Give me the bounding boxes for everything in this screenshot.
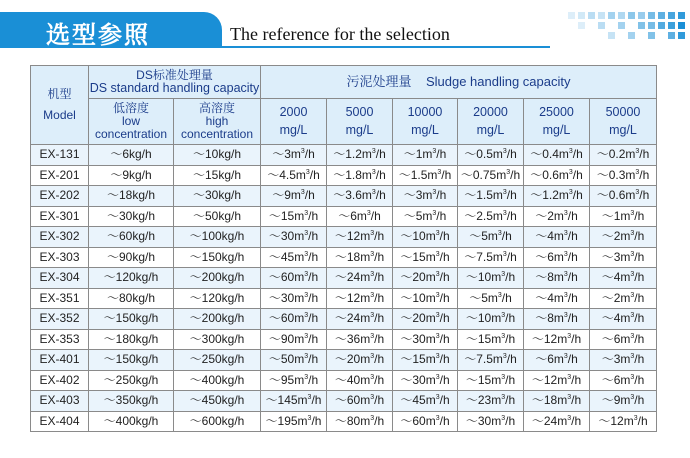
- table-row: [31, 145, 657, 166]
- ds-low-cell: ～150kg/h: [89, 309, 174, 330]
- sludge-capacity-cell: $\sim 45m^3/h$: [261, 247, 327, 268]
- sludge-capacity-cell: $\sim 3m^3/h$: [590, 350, 657, 371]
- ds-low-cell: ～6kg/h: [89, 145, 174, 166]
- sludge-capacity-cell: $\sim 12m^3/h$: [524, 329, 590, 350]
- ds-high-cell: ～50kg/h: [174, 206, 261, 227]
- concentration-header: 20000 mg/L: [458, 99, 524, 145]
- sludge-capacity-cell: $\sim 15m^3/h$: [393, 350, 458, 371]
- table-row: [31, 411, 657, 432]
- ds-high-cell: ～30kg/h: [174, 186, 261, 207]
- sludge-capacity-cell: $\sim 3m^3/h$: [393, 186, 458, 207]
- sludge-capacity-cell: $\sim 5m^3/h$: [458, 227, 524, 248]
- ds-high-cell: ～300kg/h: [174, 329, 261, 350]
- sludge-capacity-cell: $\sim 80m^3/h$: [327, 411, 393, 432]
- table-row: [31, 186, 657, 207]
- table-row: [31, 370, 657, 391]
- ds-high-cell: ～200kg/h: [174, 309, 261, 330]
- ds-low-cell: ～350kg/h: [89, 391, 174, 412]
- sludge-capacity-cell: $\sim 1.8m^3/h$: [327, 165, 393, 186]
- sludge-capacity-cell: $\sim 195m^3/h$: [261, 411, 327, 432]
- sludge-capacity-cell: $\sim 15m^3/h$: [458, 370, 524, 391]
- sludge-capacity-cell: $\sim 12m^3/h$: [524, 370, 590, 391]
- ds-low-cell: ～90kg/h: [89, 247, 174, 268]
- sludge-capacity-cell: $\sim 0.3m^3/h$: [590, 165, 657, 186]
- table-row: [31, 391, 657, 412]
- sludge-capacity-cell: $\sim 10m^3/h$: [458, 309, 524, 330]
- sludge-capacity-cell: $\sim 15m^3/h$: [261, 206, 327, 227]
- sludge-capacity-cell: $\sim 30m^3/h$: [261, 227, 327, 248]
- model-cell: EX-302: [31, 227, 89, 248]
- sludge-capacity-cell: $\sim 3m^3/h$: [261, 145, 327, 166]
- ds-high-cell: ～120kg/h: [174, 288, 261, 309]
- sludge-capacity-cell: $\sim 50m^3/h$: [261, 350, 327, 371]
- sludge-capacity-cell: $\sim 10m^3/h$: [458, 268, 524, 289]
- ds-low-cell: ～9kg/h: [89, 165, 174, 186]
- sludge-capacity-cell: $\sim 15m^3/h$: [393, 247, 458, 268]
- sludge-capacity-cell: $\sim 4m^3/h$: [524, 288, 590, 309]
- table-row: [31, 350, 657, 371]
- ds-high-cell: ～150kg/h: [174, 247, 261, 268]
- title-underline: [220, 46, 550, 48]
- model-cell: EX-353: [31, 329, 89, 350]
- sludge-capacity-header: 污泥处理量 Sludge handling capacity: [261, 66, 657, 99]
- concentration-header: 25000 mg/L: [524, 99, 590, 145]
- sludge-capacity-cell: $\sim 0.6m^3/h$: [524, 165, 590, 186]
- model-header: 机型 Model: [31, 66, 89, 145]
- sludge-capacity-cell: $\sim 60m^3/h$: [327, 391, 393, 412]
- ds-high-cell: ～200kg/h: [174, 268, 261, 289]
- sludge-capacity-cell: $\sim 6m^3/h$: [327, 206, 393, 227]
- ds-low-cell: ～30kg/h: [89, 206, 174, 227]
- ds-high-cell: ～600kg/h: [174, 411, 261, 432]
- sludge-capacity-cell: $\sim 2m^3/h$: [524, 206, 590, 227]
- sludge-capacity-cell: $\sim 5m^3/h$: [458, 288, 524, 309]
- ds-low-cell: ～250kg/h: [89, 370, 174, 391]
- model-cell: EX-304: [31, 268, 89, 289]
- table-row: [31, 268, 657, 289]
- sludge-capacity-cell: $\sim 145m^3/h$: [261, 391, 327, 412]
- sludge-capacity-cell: $\sim 1m^3/h$: [590, 206, 657, 227]
- ds-low-cell: ～18kg/h: [89, 186, 174, 207]
- sludge-capacity-cell: $\sim 24m^3/h$: [327, 268, 393, 289]
- sludge-capacity-cell: $\sim 0.6m^3/h$: [590, 186, 657, 207]
- sludge-capacity-cell: $\sim 1.2m^3/h$: [524, 186, 590, 207]
- sludge-capacity-cell: $\sim 30m^3/h$: [458, 411, 524, 432]
- ds-low-cell: ～180kg/h: [89, 329, 174, 350]
- model-cell: EX-351: [31, 288, 89, 309]
- page-subtitle-en: The reference for the selection: [230, 24, 450, 44]
- sludge-capacity-cell: $\sim 12m^3/h$: [590, 411, 657, 432]
- decorative-dots: [566, 10, 686, 46]
- table-row: [31, 206, 657, 227]
- sludge-capacity-cell: $\sim 6m^3/h$: [590, 370, 657, 391]
- sludge-capacity-cell: $\sim 60m^3/h$: [261, 309, 327, 330]
- sludge-capacity-cell: $\sim 10m^3/h$: [393, 227, 458, 248]
- concentration-header: 2000 mg/L: [261, 99, 327, 145]
- model-cell: EX-352: [31, 309, 89, 330]
- ds-low-cell: ～120kg/h: [89, 268, 174, 289]
- model-cell: EX-202: [31, 186, 89, 207]
- ds-high-cell: ～15kg/h: [174, 165, 261, 186]
- sludge-capacity-cell: $\sim 20m^3/h$: [393, 268, 458, 289]
- concentration-header: 5000 mg/L: [327, 99, 393, 145]
- sludge-capacity-cell: $\sim 3m^3/h$: [590, 247, 657, 268]
- ds-low-header: 低溶度 low concentration: [89, 99, 174, 145]
- sludge-capacity-cell: $\sim 9m^3/h$: [590, 391, 657, 412]
- sludge-capacity-cell: $\sim 7.5m^3/h$: [458, 247, 524, 268]
- sludge-capacity-cell: $\sim 30m^3/h$: [261, 288, 327, 309]
- selection-table: [30, 65, 657, 432]
- sludge-capacity-cell: $\sim 20m^3/h$: [393, 309, 458, 330]
- sludge-capacity-cell: $\sim 24m^3/h$: [327, 309, 393, 330]
- sludge-capacity-cell: $\sim 1.5m^3/h$: [393, 165, 458, 186]
- sludge-capacity-cell: $\sim 30m^3/h$: [393, 329, 458, 350]
- sludge-capacity-cell: $\sim 1.5m^3/h$: [458, 186, 524, 207]
- sludge-capacity-cell: $\sim 4.5m^3/h$: [261, 165, 327, 186]
- model-cell: EX-401: [31, 350, 89, 371]
- sludge-capacity-cell: $\sim 18m^3/h$: [524, 391, 590, 412]
- sludge-capacity-cell: $\sim 4m^3/h$: [524, 227, 590, 248]
- sludge-capacity-cell: $\sim 2.5m^3/h$: [458, 206, 524, 227]
- ds-high-cell: ～10kg/h: [174, 145, 261, 166]
- sludge-capacity-cell: $\sim 8m^3/h$: [524, 309, 590, 330]
- concentration-header: 10000 mg/L: [393, 99, 458, 145]
- sludge-capacity-cell: $\sim 24m^3/h$: [524, 411, 590, 432]
- sludge-capacity-cell: $\sim 15m^3/h$: [458, 329, 524, 350]
- sludge-capacity-cell: $\sim 5m^3/h$: [393, 206, 458, 227]
- sludge-capacity-cell: $\sim 0.4m^3/h$: [524, 145, 590, 166]
- ds-high-header: 高溶度 high concentration: [174, 99, 261, 145]
- model-cell: EX-131: [31, 145, 89, 166]
- sludge-capacity-cell: $\sim 23m^3/h$: [458, 391, 524, 412]
- sludge-capacity-cell: $\sim 60m^3/h$: [261, 268, 327, 289]
- ds-high-cell: ～450kg/h: [174, 391, 261, 412]
- sludge-capacity-cell: $\sim 10m^3/h$: [393, 288, 458, 309]
- table-row: [31, 247, 657, 268]
- concentration-header: 50000 mg/L: [590, 99, 657, 145]
- sludge-capacity-cell: $\sim 1m^3/h$: [393, 145, 458, 166]
- table-row: [31, 329, 657, 350]
- ds-capacity-header: DS标准处理量 DS standard handling capacity: [89, 66, 261, 99]
- sludge-capacity-cell: $\sim 95m^3/h$: [261, 370, 327, 391]
- ds-high-cell: ～100kg/h: [174, 227, 261, 248]
- model-cell: EX-403: [31, 391, 89, 412]
- sludge-capacity-cell: $\sim 0.2m^3/h$: [590, 145, 657, 166]
- ds-low-cell: ～80kg/h: [89, 288, 174, 309]
- sludge-capacity-cell: $\sim 1.2m^3/h$: [327, 145, 393, 166]
- sludge-capacity-cell: $\sim 0.75m^3/h$: [458, 165, 524, 186]
- model-cell: EX-402: [31, 370, 89, 391]
- sludge-capacity-cell: $\sim 3.6m^3/h$: [327, 186, 393, 207]
- sludge-capacity-cell: $\sim 60m^3/h$: [393, 411, 458, 432]
- sludge-capacity-cell: $\sim 8m^3/h$: [524, 268, 590, 289]
- sludge-capacity-cell: $\sim 6m^3/h$: [590, 329, 657, 350]
- sludge-capacity-cell: $\sim 0.5m^3/h$: [458, 145, 524, 166]
- model-cell: EX-301: [31, 206, 89, 227]
- ds-low-cell: ～400kg/h: [89, 411, 174, 432]
- ds-high-cell: ～400kg/h: [174, 370, 261, 391]
- sludge-capacity-cell: $\sim 12m^3/h$: [327, 288, 393, 309]
- model-cell: EX-404: [31, 411, 89, 432]
- sludge-capacity-cell: $\sim 30m^3/h$: [393, 370, 458, 391]
- table-row: [31, 165, 657, 186]
- sludge-capacity-cell: $\sim 6m^3/h$: [524, 350, 590, 371]
- page-title-cn: 选型参照: [46, 21, 150, 49]
- sludge-capacity-cell: $\sim 4m^3/h$: [590, 309, 657, 330]
- sludge-capacity-cell: $\sim 12m^3/h$: [327, 227, 393, 248]
- sludge-capacity-cell: $\sim 40m^3/h$: [327, 370, 393, 391]
- table-row: [31, 227, 657, 248]
- sludge-capacity-cell: $\sim 90m^3/h$: [261, 329, 327, 350]
- sludge-capacity-cell: $\sim 2m^3/h$: [590, 288, 657, 309]
- ds-high-cell: ～250kg/h: [174, 350, 261, 371]
- model-cell: EX-201: [31, 165, 89, 186]
- ds-low-cell: ～150kg/h: [89, 350, 174, 371]
- sludge-capacity-cell: $\sim 2m^3/h$: [590, 227, 657, 248]
- sludge-capacity-cell: $\sim 20m^3/h$: [327, 350, 393, 371]
- model-cell: EX-303: [31, 247, 89, 268]
- sludge-capacity-cell: $\sim 36m^3/h$: [327, 329, 393, 350]
- ds-low-cell: ～60kg/h: [89, 227, 174, 248]
- table-row: [31, 309, 657, 330]
- sludge-capacity-cell: $\sim 9m^3/h$: [261, 186, 327, 207]
- sludge-capacity-cell: $\sim 45m^3/h$: [393, 391, 458, 412]
- sludge-capacity-cell: $\sim 4m^3/h$: [590, 268, 657, 289]
- title-banner: [0, 12, 222, 48]
- table-row: [31, 288, 657, 309]
- sludge-capacity-cell: $\sim 18m^3/h$: [327, 247, 393, 268]
- sludge-capacity-cell: $\sim 6m^3/h$: [524, 247, 590, 268]
- sludge-capacity-cell: $\sim 7.5m^3/h$: [458, 350, 524, 371]
